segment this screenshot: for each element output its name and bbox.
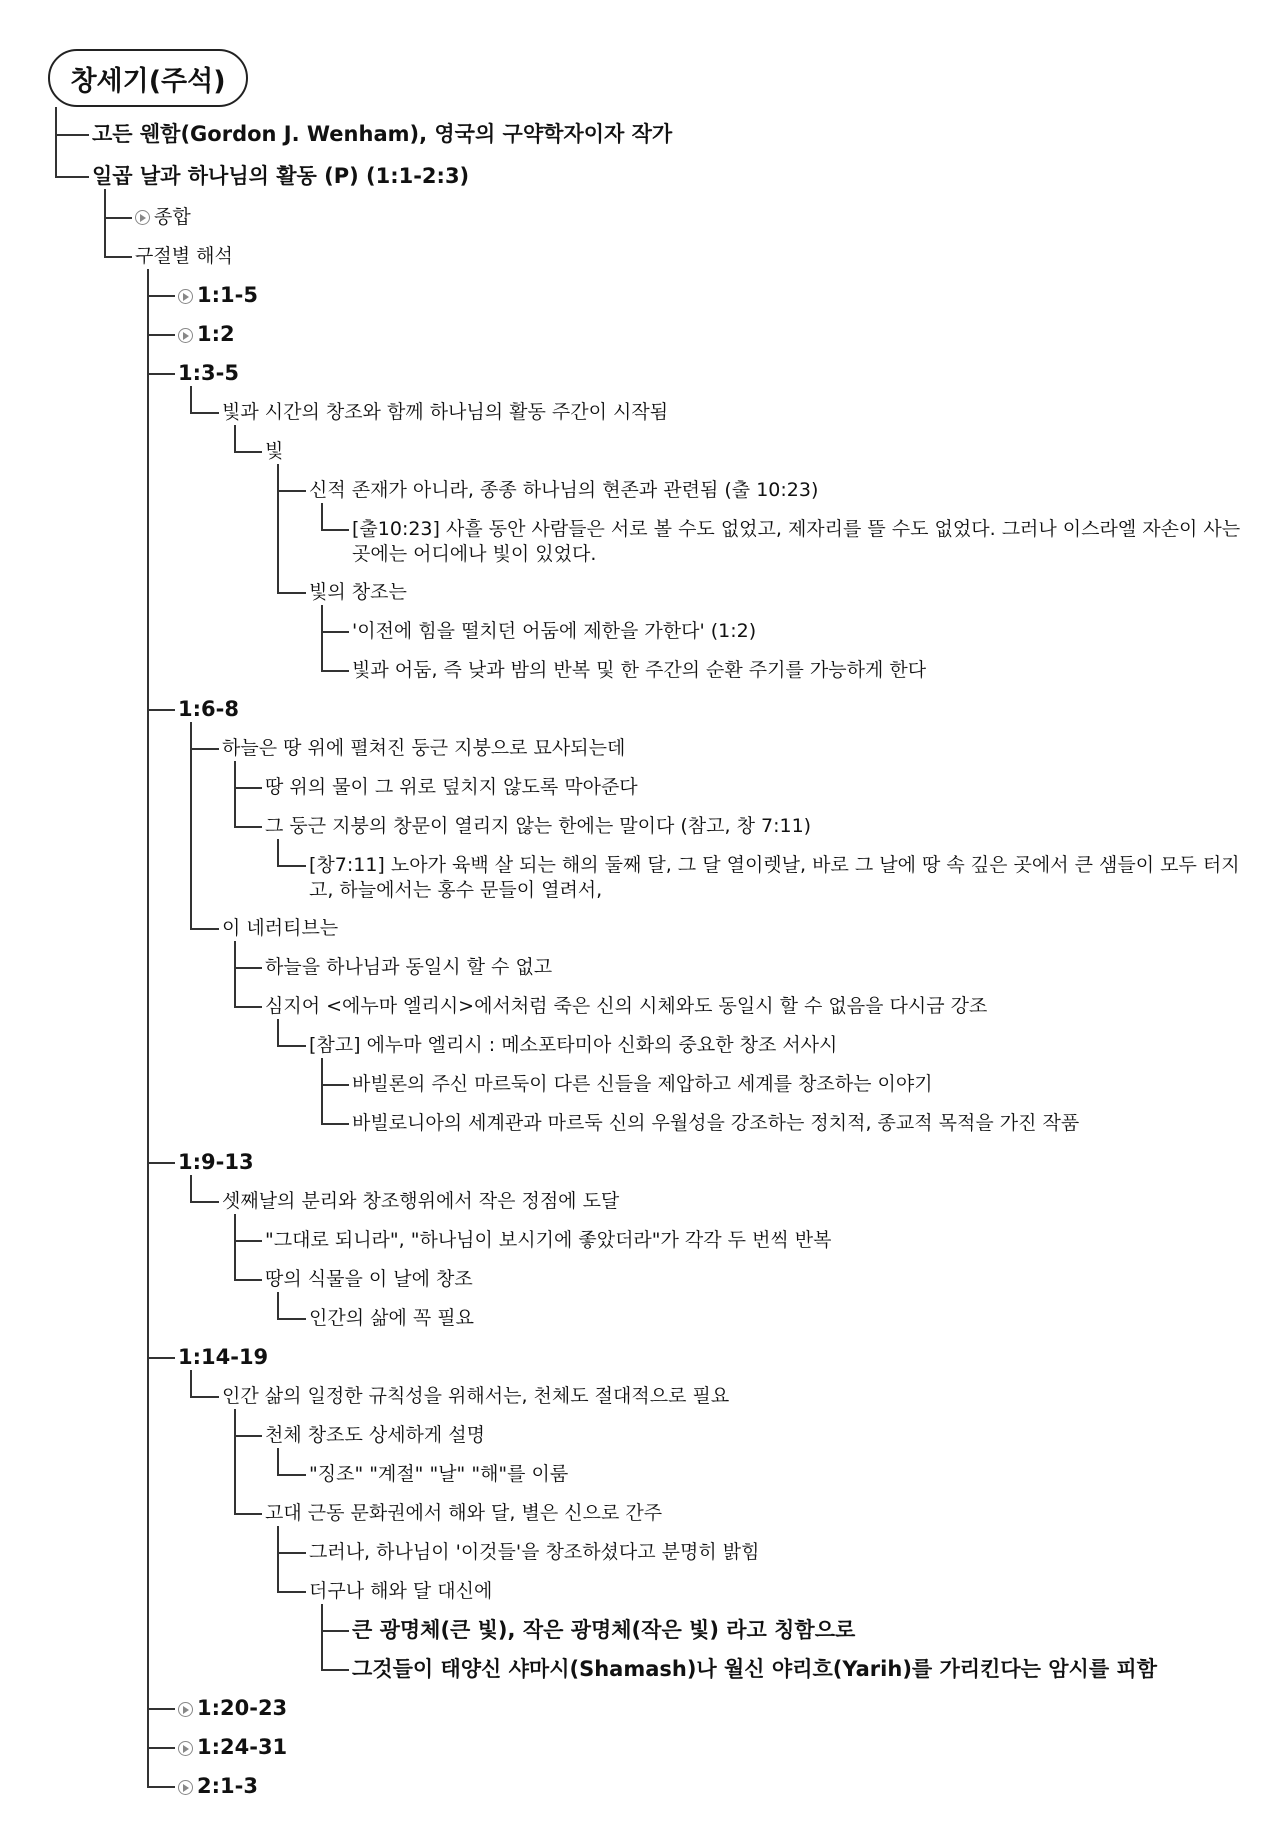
tree-node[interactable] bbox=[265, 439, 283, 464]
expand-icon[interactable] bbox=[178, 1702, 193, 1717]
expand-icon[interactable] bbox=[178, 289, 193, 304]
tree-node[interactable] bbox=[309, 1033, 837, 1058]
connector-line bbox=[234, 425, 236, 451]
tree-node-label: 1:2 bbox=[197, 322, 235, 346]
tree-node-label: 하늘은 땅 위에 펼쳐진 둥근 지붕으로 묘사되는데 bbox=[222, 737, 626, 759]
tree-node-label: 큰 광명체(큰 빛), 작은 광명체(작은 빛) 라고 칭함으로 bbox=[352, 1618, 856, 1642]
connector-line bbox=[321, 670, 349, 672]
tree-node-label: [참고] 에누마 엘리시 : 메소포타미아 신화의 중요한 창조 서사시 bbox=[309, 1034, 838, 1056]
tree-node[interactable] bbox=[178, 1345, 268, 1370]
connector-line bbox=[55, 134, 89, 136]
tree-node-label: 더구나 해와 달 대신에 bbox=[309, 1580, 493, 1602]
connector-line bbox=[234, 1409, 236, 1513]
tree-node[interactable] bbox=[265, 814, 811, 839]
tree-node-label: 이 네러티브는 bbox=[222, 917, 339, 939]
connector-line bbox=[147, 709, 175, 711]
connector-line bbox=[234, 1214, 236, 1279]
connector-line bbox=[147, 1786, 175, 1788]
tree-node-label: 바빌로니아의 세계관과 마르둑 신의 우월성을 강조하는 정치적, 종교적 목적을 가진 작품 bbox=[352, 1112, 1080, 1134]
tree-node[interactable] bbox=[178, 361, 239, 386]
tree-node-label: 빛과 어둠, 즉 낮과 밤의 반복 및 한 주간의 순환 주기를 가능하게 한다 bbox=[352, 659, 927, 681]
connector-line bbox=[234, 787, 262, 789]
connector-line bbox=[190, 1396, 219, 1398]
root-node-label: 창세기(주석) bbox=[70, 65, 226, 97]
tree-node[interactable] bbox=[92, 122, 672, 147]
tree-node[interactable] bbox=[222, 916, 338, 941]
connector-line bbox=[321, 1630, 349, 1632]
tree-node-label: 1:20-23 bbox=[197, 1696, 288, 1720]
connector-line bbox=[321, 1604, 323, 1669]
connector-line bbox=[147, 1747, 175, 1749]
tree-node-label: 인간 삶의 일정한 규칙성을 위해서는, 천체도 절대적으로 필요 bbox=[222, 1385, 730, 1407]
expand-icon[interactable] bbox=[178, 1741, 193, 1756]
connector-line bbox=[234, 451, 262, 453]
tree-node-label: 심지어 <에누마 엘리시>에서처럼 죽은 신의 시체와도 동일시 할 수 없음을 다시금 강조 bbox=[265, 995, 988, 1017]
connector-line bbox=[190, 748, 219, 750]
connector-line bbox=[277, 1526, 279, 1591]
tree-node[interactable] bbox=[309, 478, 818, 503]
connector-line bbox=[321, 503, 323, 529]
connector-line bbox=[234, 1513, 262, 1515]
connector-line bbox=[321, 605, 323, 670]
tree-node[interactable] bbox=[309, 1540, 759, 1565]
tree-node[interactable] bbox=[265, 1501, 662, 1526]
tree-node-label: 인간의 삶에 꼭 필요 bbox=[309, 1307, 474, 1329]
tree-node[interactable] bbox=[178, 322, 235, 347]
connector-line bbox=[147, 269, 149, 1786]
connector-line bbox=[277, 1292, 279, 1318]
connector-line bbox=[104, 217, 132, 219]
tree-node-label: 그러나, 하나님이 '이것들'을 창조하셨다고 분명히 밝힘 bbox=[309, 1541, 760, 1563]
tree-node-label: 빛과 시간의 창조와 함께 하나님의 활동 주간이 시작됨 bbox=[222, 401, 669, 423]
connector-line bbox=[190, 928, 219, 930]
connector-line bbox=[55, 107, 57, 176]
expand-icon[interactable] bbox=[135, 210, 150, 225]
tree-node-label: "그대로 되니라", "하나님이 보시기에 좋았더라"가 각각 두 번씩 반복 bbox=[265, 1229, 832, 1251]
tree-node[interactable] bbox=[309, 1579, 492, 1604]
tree-node[interactable] bbox=[222, 400, 668, 425]
tree-node[interactable] bbox=[178, 283, 258, 308]
tree-node-label: 그것들이 태양신 샤마시(Shamash)나 월신 야리흐(Yarih)를 가리킨다는 암시를 피함 bbox=[352, 1657, 1157, 1681]
connector-line bbox=[104, 189, 106, 256]
tree-node[interactable] bbox=[178, 1696, 287, 1721]
connector-line bbox=[277, 839, 279, 865]
expand-icon[interactable] bbox=[178, 328, 193, 343]
connector-line bbox=[55, 176, 89, 178]
tree-node[interactable] bbox=[309, 1462, 568, 1487]
connector-line bbox=[147, 334, 175, 336]
tree-node-label: 하늘을 하나님과 동일시 할 수 없고 bbox=[265, 956, 553, 978]
tree-node[interactable] bbox=[92, 164, 469, 189]
tree-node-label: 1:9-13 bbox=[178, 1150, 254, 1174]
tree-node[interactable] bbox=[352, 1657, 1157, 1682]
tree-node-label: 고든 웬함(Gordon J. Wenham), 영국의 구약학자이자 작가 bbox=[92, 122, 673, 146]
tree-node-label: 고대 근동 문화권에서 해와 달, 별은 신으로 간주 bbox=[265, 1502, 663, 1524]
tree-node-label: 셋째날의 분리와 창조행위에서 작은 정점에 도달 bbox=[222, 1190, 620, 1212]
root-node[interactable] bbox=[48, 49, 248, 107]
connector-line bbox=[321, 1123, 349, 1125]
connector-line bbox=[277, 1019, 279, 1045]
tree-node[interactable] bbox=[178, 697, 239, 722]
connector-line bbox=[104, 256, 132, 258]
tree-node[interactable] bbox=[135, 205, 191, 230]
connector-line bbox=[147, 373, 175, 375]
connector-line bbox=[277, 865, 306, 867]
connector-line bbox=[277, 490, 306, 492]
connector-line bbox=[234, 1435, 262, 1437]
tree-node-label: "징조" "계절" "날" "해"를 이룸 bbox=[309, 1463, 569, 1485]
tree-node[interactable] bbox=[178, 1150, 254, 1175]
tree-node[interactable] bbox=[265, 775, 638, 800]
connector-line bbox=[234, 967, 262, 969]
connector-line bbox=[321, 529, 349, 531]
tree-node-label: 땅의 식물을 이 날에 창조 bbox=[265, 1268, 473, 1290]
connector-line bbox=[147, 1708, 175, 1710]
tree-node-label: 땅 위의 물이 그 위로 덮치지 않도록 막아준다 bbox=[265, 776, 638, 798]
connector-line bbox=[147, 1357, 175, 1359]
tree-node[interactable] bbox=[178, 1735, 287, 1760]
connector-line bbox=[321, 1058, 323, 1123]
connector-line bbox=[234, 941, 236, 1006]
connector-line bbox=[321, 631, 349, 633]
connector-line bbox=[321, 1669, 349, 1671]
tree-node-label: 일곱 날과 하나님의 활동 (P) (1:1-2:3) bbox=[92, 164, 470, 188]
tree-node[interactable] bbox=[265, 994, 987, 1019]
connector-line bbox=[277, 1448, 279, 1474]
tree-node-label: 바빌론의 주신 마르둑이 다른 신들을 제압하고 세계를 창조하는 이야기 bbox=[352, 1073, 933, 1095]
tree-node[interactable] bbox=[222, 736, 625, 761]
connector-line bbox=[234, 761, 236, 826]
connector-line bbox=[234, 1240, 262, 1242]
connector-line bbox=[190, 412, 219, 414]
connector-line bbox=[277, 1045, 306, 1047]
tree-node-label: 1:3-5 bbox=[178, 361, 239, 385]
tree-node-label: '이전에 힘을 떨치던 어둠에 제한을 가한다' (1:2) bbox=[352, 620, 757, 642]
tree-node-label: 그 둥근 지붕의 창문이 열리지 않는 한에는 말이다 (참고, 창 7:11) bbox=[265, 815, 812, 837]
connector-line bbox=[277, 464, 279, 592]
tree-node[interactable] bbox=[352, 658, 926, 683]
tree-node-label: 천체 창조도 상세하게 설명 bbox=[265, 1424, 486, 1446]
connector-line bbox=[277, 1552, 306, 1554]
tree-node-label: 신적 존재가 아니라, 종종 하나님의 현존과 관련됨 (출 10:23) bbox=[309, 479, 819, 501]
connector-line bbox=[277, 1318, 306, 1320]
connector-line bbox=[321, 1084, 349, 1086]
tree-node[interactable] bbox=[135, 244, 233, 269]
tree-node-label: 구절별 해석 bbox=[135, 245, 233, 267]
connector-line bbox=[234, 826, 262, 828]
tree-node-label: 종합 bbox=[154, 206, 191, 228]
connector-line bbox=[190, 386, 192, 412]
connector-line bbox=[277, 1591, 306, 1593]
connector-line bbox=[190, 722, 192, 928]
tree-node-label: 빛의 창조는 bbox=[309, 581, 407, 603]
tree-node[interactable] bbox=[309, 853, 1250, 903]
connector-line bbox=[190, 1201, 219, 1203]
tree-node-label: 1:24-31 bbox=[197, 1735, 288, 1759]
tree-node-label: 1:1-5 bbox=[197, 283, 258, 307]
tree-node[interactable] bbox=[222, 1189, 619, 1214]
connector-line bbox=[277, 1474, 306, 1476]
connector-line bbox=[147, 1162, 175, 1164]
tree-node[interactable] bbox=[178, 1774, 258, 1799]
connector-line bbox=[190, 1175, 192, 1201]
tree-node[interactable] bbox=[352, 1111, 1079, 1136]
tree-node-label: 2:1-3 bbox=[197, 1774, 258, 1798]
connector-line bbox=[277, 592, 306, 594]
tree-node[interactable] bbox=[309, 580, 407, 605]
connector-line bbox=[234, 1279, 262, 1281]
connector-line bbox=[190, 1370, 192, 1396]
tree-node-label: [출10:23] 사흘 동안 사람들은 서로 볼 수도 없었고, 제자리를 뜰 수도 없었다. 그러나 이스라엘 자손이 사는 곳에는 어디에나 빛이 있었다. bbox=[352, 518, 1241, 565]
tree-node[interactable] bbox=[352, 619, 756, 644]
tree-node[interactable] bbox=[309, 1306, 474, 1331]
tree-node[interactable] bbox=[352, 1072, 933, 1097]
tree-node-label: 1:14-19 bbox=[178, 1345, 269, 1369]
tree-node[interactable] bbox=[352, 1618, 855, 1643]
tree-node[interactable] bbox=[222, 1384, 729, 1409]
tree-node[interactable] bbox=[265, 1228, 832, 1253]
tree-node-label: [창7:11] 노아가 육백 살 되는 해의 둘째 달, 그 달 열이렛날, 바로 그 날에 땅 속 깊은 곳에서 큰 샘들이 모두 터지고, 하늘에서는 홍수 문들이 열려서, bbox=[309, 854, 1240, 901]
tree-node[interactable] bbox=[352, 517, 1250, 567]
tree-node-label: 1:6-8 bbox=[178, 697, 239, 721]
connector-line bbox=[234, 1006, 262, 1008]
tree-node[interactable] bbox=[265, 1267, 473, 1292]
expand-icon[interactable] bbox=[178, 1780, 193, 1795]
tree-node[interactable] bbox=[265, 1423, 485, 1448]
tree-node[interactable] bbox=[265, 955, 552, 980]
connector-line bbox=[147, 295, 175, 297]
tree-node-label: 빛 bbox=[265, 440, 284, 462]
